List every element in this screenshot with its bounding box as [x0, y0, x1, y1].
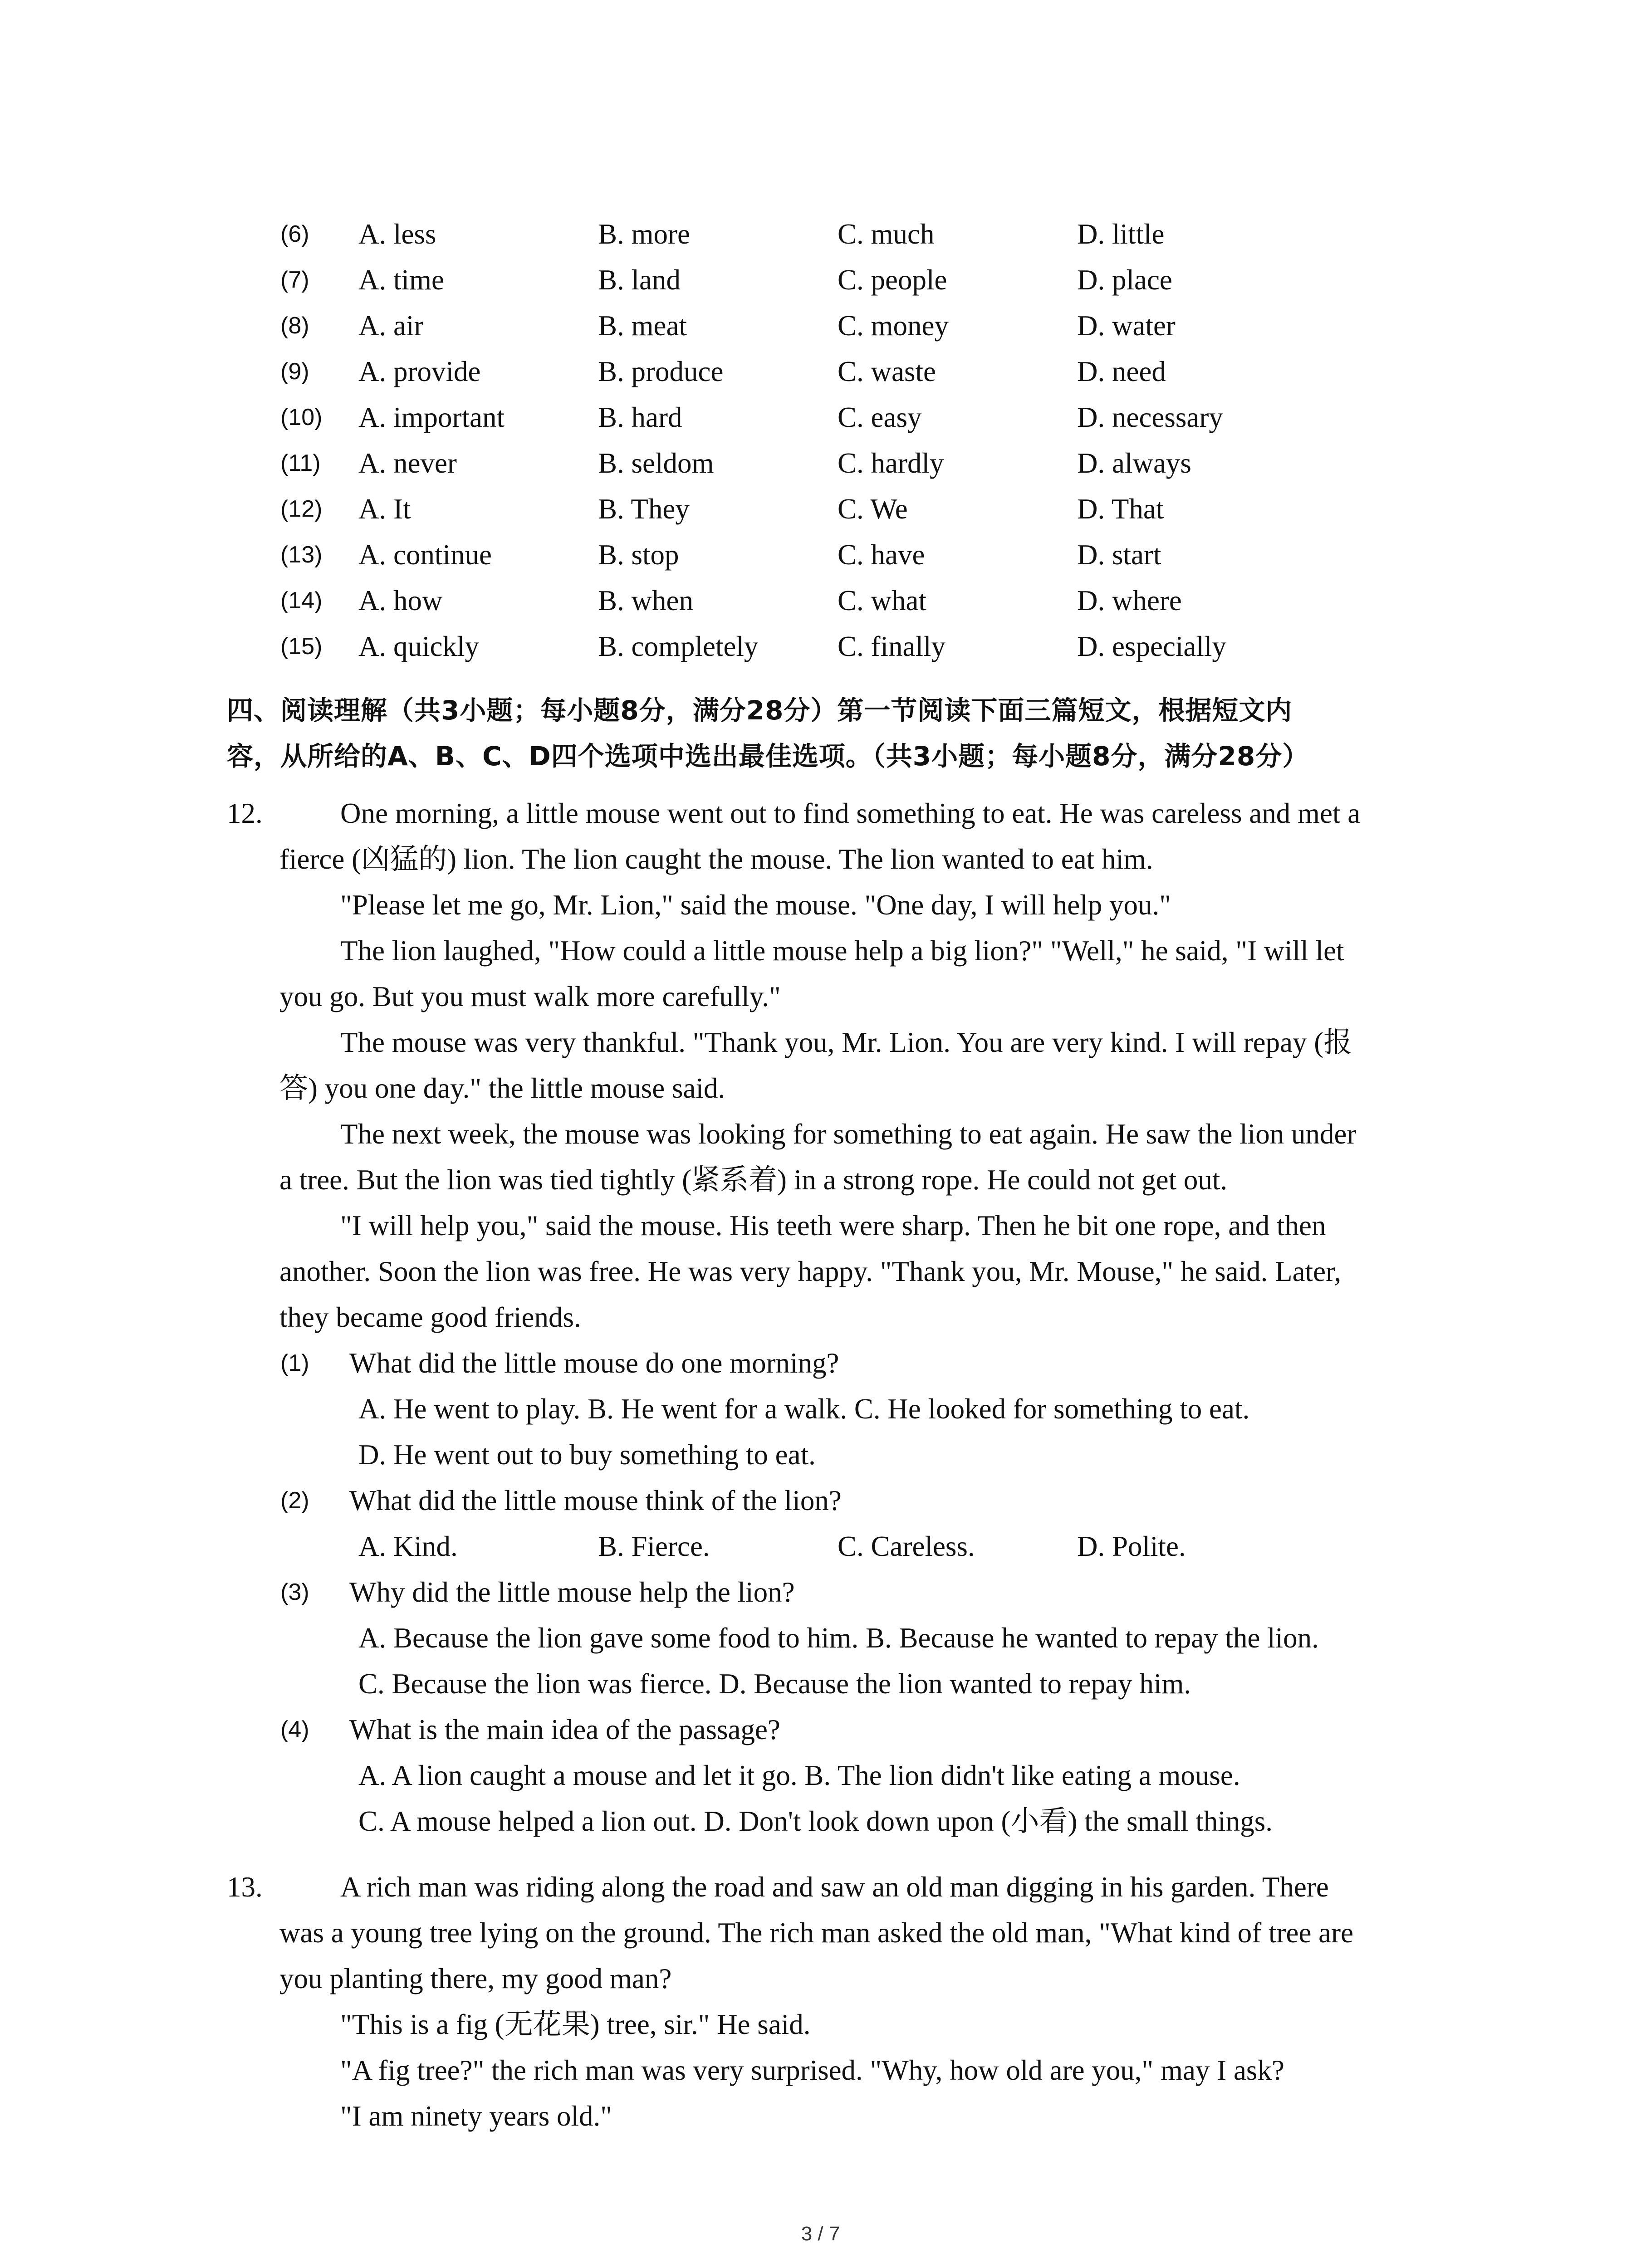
answer-choices: A. Because the lion gave some food to him. B. Because he wanted to repay the lion. [358, 1622, 1319, 1654]
option-c: C. waste [838, 356, 936, 387]
item-number: (8) [280, 313, 309, 339]
options-row [0, 578, 1641, 623]
options-row [0, 211, 1641, 257]
passage-line: a tree. But the lion was tied tightly (紧系着) in a strong rope. He could not get out. [279, 1164, 1228, 1196]
options-row [0, 349, 1641, 394]
question-stem: What is the main idea of the passage? [349, 1714, 780, 1745]
option-a: A. never [358, 447, 457, 479]
option-a: A. quickly [358, 631, 479, 662]
option-a: A. important [358, 401, 505, 433]
answer-choices: D. He went out to buy something to eat. [358, 1439, 816, 1471]
item-number: (6) [280, 221, 309, 247]
option-d: D. start [1077, 539, 1161, 571]
option-a: A. air [358, 310, 424, 342]
passage-line: you planting there, my good man? [279, 1963, 672, 1994]
option-c: C. much [838, 218, 935, 250]
passage-line: "I will help you," said the mouse. His teeth were sharp. Then he bit one rope, and then [340, 1210, 1326, 1242]
option-d: D. That [1077, 493, 1164, 525]
passage-line: was a young tree lying on the ground. The rich man asked the old man, "What kind of tree are [279, 1917, 1354, 1949]
option-b: B. more [598, 218, 690, 250]
item-number: (11) [280, 450, 321, 476]
passage-line: "Please let me go, Mr. Lion," said the mouse. "One day, I will help you." [340, 889, 1171, 921]
option-b: B. meat [598, 310, 687, 342]
option-d: D. need [1077, 356, 1166, 387]
passage-line: they became good friends. [279, 1301, 581, 1333]
options-row [0, 303, 1641, 348]
section-heading-line-1: 四、阅读理解（共3小题；每小题8分，满分28分）第一节阅读下面三篇短文，根据短文内 [227, 695, 1293, 726]
item-number: (14) [280, 587, 323, 614]
choice-b: B. Fierce. [598, 1530, 710, 1562]
sub-question-number: (1) [280, 1350, 309, 1376]
option-c: C. money [838, 310, 949, 342]
section-heading-line-2: 容，从所给的A、B、C、D四个选项中选出最佳选项。（共3小题；每小题8分，满分28分） [227, 741, 1309, 772]
option-d: D. where [1077, 585, 1182, 616]
question-stem: What did the little mouse do one morning? [349, 1347, 839, 1379]
option-d: D. water [1077, 310, 1176, 342]
passage-line: The next week, the mouse was looking for something to eat again. He saw the lion under [340, 1118, 1357, 1150]
passage-line: another. Soon the lion was free. He was very happy. "Thank you, Mr. Mouse," he said. Later, [279, 1256, 1342, 1287]
passage-line: The lion laughed, "How could a little mouse help a big lion?" "Well," he said, "I will let [340, 935, 1344, 967]
option-a: A. provide [358, 356, 481, 387]
answer-choices: C. Because the lion was fierce. D. Because the lion wanted to repay him. [358, 1668, 1191, 1700]
passage-line: 答) you one day." the little mouse said. [279, 1072, 725, 1104]
option-c: C. hardly [838, 447, 944, 479]
choice-c: C. Careless. [838, 1530, 975, 1562]
passage-line: The mouse was very thankful. "Thank you, Mr. Lion. You are very kind. I will repay (报 [340, 1026, 1352, 1058]
option-a: A. how [358, 585, 443, 616]
option-c: C. have [838, 539, 925, 571]
item-number: (12) [280, 496, 323, 522]
passage-line: "A fig tree?" the rich man was very surprised. "Why, how old are you," may I ask? [340, 2054, 1284, 2086]
item-number: (9) [280, 358, 309, 385]
answer-choices: A. He went to play. B. He went for a walk. C. He looked for something to eat. [358, 1393, 1250, 1425]
sub-question-number: (4) [280, 1716, 309, 1743]
item-number: (15) [280, 633, 323, 660]
answer-choices: C. A mouse helped a lion out. D. Don't look down upon (小看) the small things. [358, 1805, 1273, 1837]
option-d: D. necessary [1077, 401, 1223, 433]
options-row [0, 624, 1641, 669]
choice-a: A. Kind. [358, 1530, 458, 1562]
option-d: D. place [1077, 264, 1172, 296]
option-b: B. produce [598, 356, 724, 387]
option-b: B. hard [598, 401, 682, 433]
passage-line: "I am ninety years old." [340, 2100, 612, 2132]
option-b: B. when [598, 585, 693, 616]
question-number: 12. [227, 797, 263, 829]
page-number: 3 / 7 [801, 2223, 840, 2245]
answer-choices: A. A lion caught a mouse and let it go. B. The lion didn't like eating a mouse. [358, 1760, 1240, 1791]
option-d: D. little [1077, 218, 1165, 250]
choice-d: D. Polite. [1077, 1530, 1186, 1562]
item-number: (7) [280, 267, 309, 293]
option-d: D. always [1077, 447, 1191, 479]
option-b: B. land [598, 264, 681, 296]
item-number: (10) [280, 404, 323, 430]
option-c: C. people [838, 264, 947, 296]
option-c: C. finally [838, 631, 945, 662]
option-b: B. seldom [598, 447, 714, 479]
options-row [0, 486, 1641, 532]
passage-line: One morning, a little mouse went out to find something to eat. He was careless and met a [340, 797, 1361, 829]
option-c: C. We [838, 493, 908, 525]
option-a: A. continue [358, 539, 492, 571]
question-number: 13. [227, 1871, 263, 1903]
option-b: B. They [598, 493, 690, 525]
option-a: A. It [358, 493, 411, 525]
question-stem: What did the little mouse think of the lion? [349, 1485, 842, 1516]
option-a: A. time [358, 264, 444, 296]
options-row [0, 532, 1641, 577]
option-b: B. stop [598, 539, 679, 571]
question-stem: Why did the little mouse help the lion? [349, 1576, 795, 1608]
option-d: D. especially [1077, 631, 1226, 662]
item-number: (13) [280, 542, 323, 568]
option-b: B. completely [598, 631, 759, 662]
passage-line: "This is a fig (无花果) tree, sir." He said. [340, 2009, 811, 2040]
options-row [0, 395, 1641, 440]
options-row [0, 440, 1641, 486]
option-a: A. less [358, 218, 436, 250]
passage-line: you go. But you must walk more carefully." [279, 981, 781, 1012]
passage-line: A rich man was riding along the road and saw an old man digging in his garden. There [340, 1871, 1329, 1903]
sub-question-number: (2) [280, 1487, 309, 1514]
passage-line: fierce (凶猛的) lion. The lion caught the mouse. The lion wanted to eat him. [279, 843, 1153, 875]
option-c: C. easy [838, 401, 922, 433]
options-row [0, 257, 1641, 303]
option-c: C. what [838, 585, 926, 616]
sub-question-number: (3) [280, 1579, 309, 1605]
